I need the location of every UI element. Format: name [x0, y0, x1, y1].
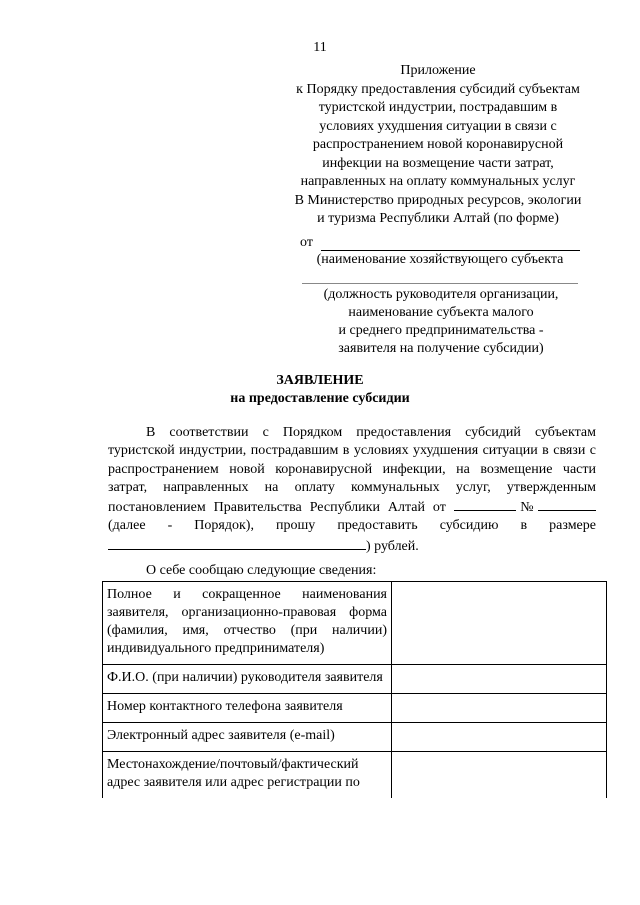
appendix-line: направленных на оплату коммунальных услуг	[300, 174, 576, 189]
table-row	[103, 723, 607, 752]
appendix-line: к Порядку предоставления субсидий субъектам	[296, 81, 580, 97]
appendix-header	[270, 62, 606, 229]
applicant-info-table	[102, 581, 607, 798]
appendix-line: В Министерство природных ресурсов, экологии	[294, 192, 582, 208]
position-caption-line: и среднего предпринимательства -	[338, 323, 544, 338]
body-paragraph	[108, 424, 596, 556]
from-line	[300, 235, 580, 251]
appendix-line: инфекции на возмещение части затрат,	[322, 155, 554, 171]
title-line-2: на предоставление субсидии	[230, 391, 410, 406]
row-value-field[interactable]	[392, 694, 607, 723]
body-part-3: ) рублей.	[366, 538, 419, 554]
appendix-line: распространением новой коронавирусной	[312, 137, 564, 152]
row-label: Местонахождение/почтовый/фактический адрес заявителя или адрес регистрации по	[103, 752, 392, 799]
appendix-line: и туризма Республики Алтай (по форме)	[317, 211, 559, 226]
body-part-1: В соответствии с Порядком предоставления субсидий субъектам туристской индустрии, пострадавшим в условиях ухудшения ситуации в связи с распространением новой коронавирусной инфекции, на возмещение части затрат, направленных на оплату коммунальных услуг, утвержденным постановлением Правительства Республики Алтай от	[108, 425, 596, 516]
document-title	[0, 372, 640, 408]
row-value-field[interactable]	[392, 582, 607, 665]
number-sign: №	[515, 500, 539, 516]
row-value-field[interactable]	[392, 665, 607, 694]
position-caption-line: заявителя на получение субсидии)	[338, 341, 544, 356]
position-caption-line: (должность руководителя организации,	[323, 287, 559, 302]
from-label: от	[300, 235, 313, 250]
row-value-field[interactable]	[392, 752, 607, 799]
position-caption-line: наименование субъекта малого	[348, 305, 534, 320]
appendix-line: туристской индустрии, пострадавшим в	[318, 100, 558, 115]
row-label: Электронный адрес заявителя (e-mail)	[103, 723, 392, 752]
table-row	[103, 665, 607, 694]
position-fill-field[interactable]	[302, 283, 578, 284]
table-row	[103, 582, 607, 665]
from-caption: (наименование хозяйствующего субъекта	[316, 252, 564, 267]
number-fill-field[interactable]	[538, 497, 596, 511]
appendix-line: условиях ухудшения ситуации в связи с	[319, 118, 557, 134]
from-fill-field[interactable]	[321, 236, 580, 251]
appendix-line: Приложение	[400, 63, 476, 78]
title-line-1: ЗАЯВЛЕНИЕ	[276, 373, 364, 388]
application-body	[108, 424, 596, 556]
row-label: Ф.И.О. (при наличии) руководителя заявителя	[103, 665, 392, 694]
position-caption	[296, 286, 586, 358]
page-number: 11	[313, 40, 327, 55]
table-row	[103, 752, 607, 799]
date-fill-field[interactable]	[454, 497, 516, 511]
row-value-field[interactable]	[392, 723, 607, 752]
row-label: Полное и сокращенное наименования заявителя, организационно-правовая форма (фамилия, имя, отчество (при наличии) индивидуального предпринимателя)	[103, 582, 392, 665]
amount-fill-field[interactable]	[108, 536, 366, 550]
info-intro: О себе сообщаю следующие сведения:	[146, 563, 377, 578]
table-row	[103, 694, 607, 723]
body-part-2: (далее - Порядок), прошу предоставить субсидию в размере	[108, 518, 596, 534]
row-label: Номер контактного телефона заявителя	[103, 694, 392, 723]
